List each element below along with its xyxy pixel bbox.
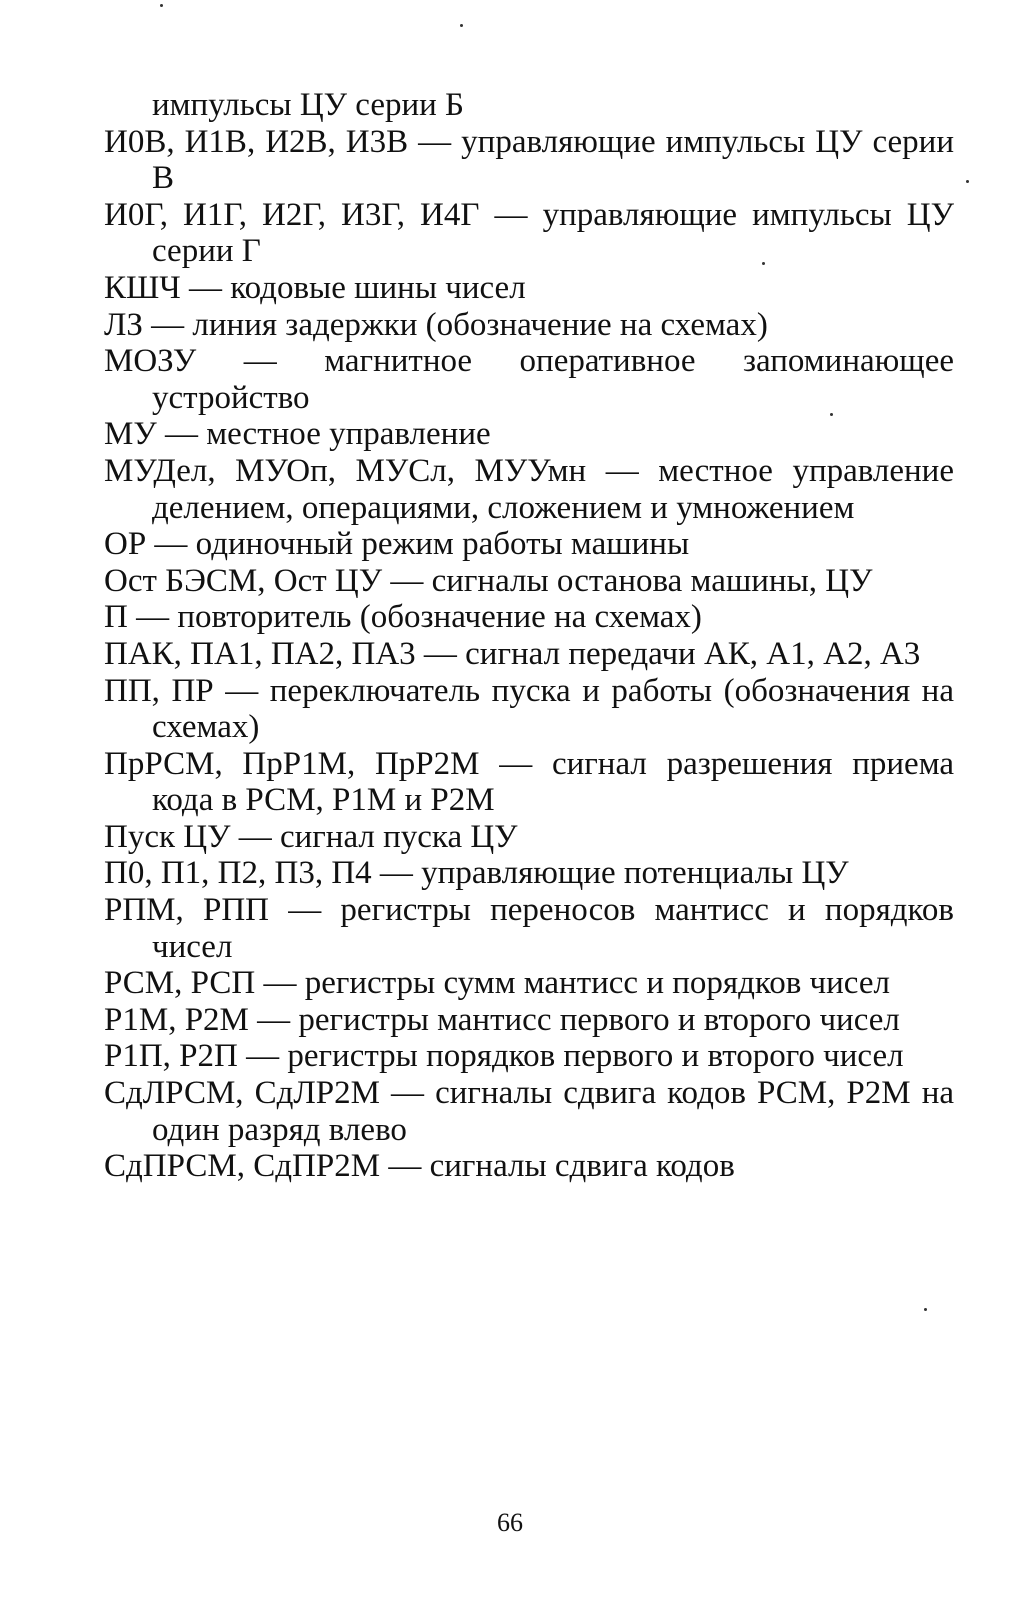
abbreviation-entry: ЛЗ — линия задержки (обозначение на схемах) — [104, 306, 768, 343]
abbreviation-entry: МОЗУ — магнитное оперативное запоминающее устройство — [104, 343, 954, 416]
abbreviation-entry: И0В, И1В, И2В, И3В — управляющие импульсы ЦУ серии В — [104, 123, 954, 197]
print-speck — [830, 413, 833, 416]
abbreviation-entry: ПАК, ПА1, ПА2, ПА3 — сигнал передачи АК, А1, А2, А3 — [104, 635, 921, 672]
print-speck — [924, 1308, 927, 1311]
abbreviation-entry: Ост БЭСМ, Ост ЦУ — сигналы останова машины, ЦУ — [104, 562, 873, 599]
page-number: 66 — [497, 1508, 523, 1537]
abbreviation-entry: П — повторитель (обозначение на схемах) — [104, 599, 702, 636]
abbreviation-entry: РСМ, РСП — регистры сумм мантисс и порядков чисел — [104, 965, 890, 1002]
abbreviation-entry: МУДел, МУОп, МУСл, МУУмн — местное управление делением, операциями, сложением и умножением — [104, 452, 954, 526]
abbreviation-entry: П0, П1, П2, П3, П4 — управляющие потенциалы ЦУ — [104, 855, 849, 892]
abbreviation-entry: Пуск ЦУ — сигнал пуска ЦУ — [104, 818, 518, 855]
print-speck — [966, 180, 969, 183]
abbreviation-entry: СдЛРСМ, СдЛР2М — сигналы сдвига кодов РСМ, Р2М на один разряд влево — [104, 1075, 954, 1148]
abbreviation-entry: МУ — местное управление — [104, 416, 491, 453]
abbreviation-entry: Р1П, Р2П — регистры порядков первого и второго чисел — [104, 1038, 904, 1075]
abbreviation-entry: СдПРСМ, СдПР2М — сигналы сдвига кодов — [104, 1148, 735, 1185]
continued-entry: импульсы ЦУ серии Б — [152, 87, 465, 123]
print-speck — [762, 262, 765, 265]
abbreviation-entry: ОР — одиночный режим работы машины — [104, 526, 690, 563]
abbreviation-entry: И0Г, И1Г, И2Г, И3Г, И4Г — управляющие импульсы ЦУ серии Г — [104, 196, 954, 270]
abbreviation-entry: Р1М, Р2М — регистры мантисс первого и второго чисел — [104, 1001, 900, 1038]
abbreviation-entry: ПрРСМ, ПрР1М, ПрР2М — сигнал разрешения приема кода в РСМ, Р1М и Р2М — [104, 745, 954, 819]
abbreviation-entry: ПП, ПР — переключатель пуска и работы (обозначения на схемах) — [104, 672, 954, 746]
print-speck — [460, 24, 463, 27]
abbreviation-list — [104, 87, 954, 1185]
print-speck — [160, 4, 163, 7]
abbreviation-entry: КШЧ — кодовые шины чисел — [104, 269, 526, 306]
abbreviation-entry: РПМ, РПП — регистры переносов мантисс и порядков чисел — [104, 892, 954, 965]
